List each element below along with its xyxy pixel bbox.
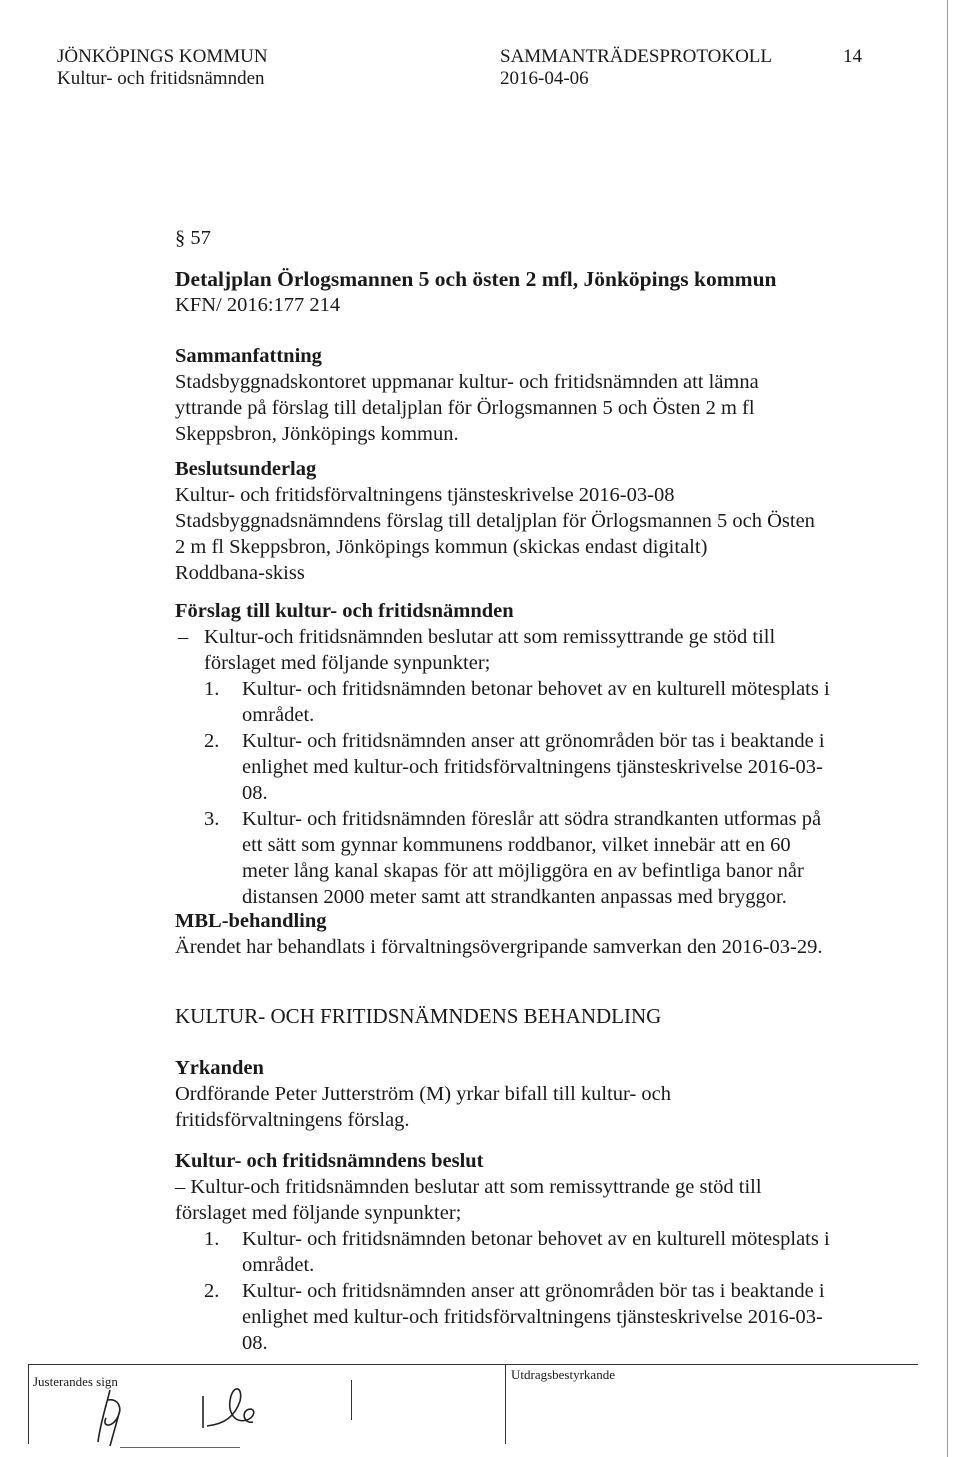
basis-heading: Beslutsunderlag — [175, 458, 317, 480]
item-line: Kultur- och fritidsnämnden betonar behovet av en kulturell mötesplats i — [242, 1228, 830, 1250]
committee-name: Kultur- och fritidsnämnden — [57, 68, 265, 89]
treatment-heading: KULTUR- OCH FRITIDSNÄMNDENS BEHANDLING — [175, 1004, 662, 1028]
item-line: Kultur- och fritidsnämnden föreslår att södra strandkanten utformas på — [242, 808, 822, 830]
justerandes-sign-label: Justerandes sign — [33, 1374, 118, 1389]
case-number: KFN/ 2016:177 214 — [175, 294, 341, 316]
claims-line: fritidsförvaltningens förslag. — [175, 1109, 410, 1131]
basis-line: 2 m fl Skeppsbron, Jönköpings kommun (skickas endast digitalt) — [175, 536, 708, 558]
item-line: området. — [242, 704, 315, 726]
item-line: 08. — [242, 1332, 268, 1354]
item-line: enlighet med kultur-och fritidsförvaltningens tjänsteskrivelse 2016-03- — [242, 1306, 823, 1328]
summary-line: Skeppsbron, Jönköpings kommun. — [175, 423, 459, 445]
basis-section — [175, 456, 815, 586]
decision-list — [204, 1226, 830, 1356]
scan-edge — [947, 0, 948, 1457]
list-item — [204, 676, 830, 728]
item-number: 1. — [204, 1228, 220, 1250]
item-number: 2. — [204, 730, 220, 752]
item-line: distansen 2000 meter samt att strandkanten anpassas med bryggor. — [242, 886, 787, 908]
proposal-intro — [204, 624, 775, 676]
paragraph-number: § 57 — [175, 227, 211, 249]
item-line: meter lång kanal skapas för att möjliggöra en av befintliga banor når — [242, 860, 804, 882]
basis-line: Roddbana-skiss — [175, 562, 305, 584]
item-number: 3. — [204, 808, 220, 830]
item-line: Kultur- och fritidsnämnden anser att grönområden bör tas i beaktande i — [242, 730, 825, 752]
mbl-text: Ärendet har behandlats i förvaltningsövergripande samverkan den 2016-03-29. — [175, 936, 823, 958]
list-item — [204, 728, 830, 806]
page-number: 14 — [843, 46, 862, 67]
proposal-intro-line: förslaget med följande synpunkter; — [204, 652, 491, 674]
dash-bullet: – — [178, 626, 189, 648]
section-title: Detaljplan Örlogsmannen 5 och östen 2 mfl, Jönköpings kommun — [175, 267, 777, 291]
claims-heading: Yrkanden — [175, 1057, 264, 1079]
list-item — [204, 806, 830, 910]
decision-intro-line: förslaget med följande synpunkter; — [175, 1202, 462, 1224]
footer-divider — [505, 1364, 506, 1444]
decision-section — [175, 1148, 762, 1226]
basis-line: Kultur- och fritidsförvaltningens tjänsteskrivelse 2016-03-08 — [175, 484, 675, 506]
claims-line: Ordförande Peter Jutterström (M) yrkar bifall till kultur- och — [175, 1083, 672, 1105]
signature-divider — [351, 1380, 352, 1420]
signature-initials-1 — [80, 1380, 150, 1450]
footer-rule — [28, 1364, 918, 1365]
item-number: 1. — [204, 678, 220, 700]
item-line: Kultur- och fritidsnämnden anser att grönområden bör tas i beaktande i — [242, 1280, 825, 1302]
item-line: ett sätt som gynnar kommunens roddbanor, vilket innebär att en 60 — [242, 834, 791, 856]
item-line: enlighet med kultur-och fritidsförvaltningens tjänsteskrivelse 2016-03- — [242, 756, 823, 778]
proposal-list — [204, 676, 830, 910]
basis-line: Stadsbyggnadsnämndens förslag till detaljplan för Örlogsmannen 5 och Östen — [175, 510, 815, 532]
item-line: Kultur- och fritidsnämnden betonar behovet av en kulturell mötesplats i — [242, 678, 830, 700]
item-line: området. — [242, 1254, 315, 1276]
item-number: 2. — [204, 1280, 220, 1302]
claims-section — [175, 1055, 671, 1133]
decision-intro-line: – Kultur-och fritidsnämnden beslutar att som remissyttrande ge stöd till — [175, 1176, 762, 1198]
item-line: 08. — [242, 782, 268, 804]
summary-heading: Sammanfattning — [175, 345, 322, 367]
mbl-section — [175, 908, 822, 960]
summary-section — [175, 343, 759, 447]
decision-heading: Kultur- och fritidsnämndens beslut — [175, 1150, 484, 1172]
list-item — [204, 1226, 830, 1278]
summary-line: Stadsbyggnadskontoret uppmanar kultur- och fritidsnämnden att lämna — [175, 371, 759, 393]
meeting-date: 2016-04-06 — [500, 68, 589, 89]
signature-initials-2 — [195, 1376, 275, 1436]
mbl-heading: MBL-behandling — [175, 910, 327, 932]
footer-left-border — [28, 1364, 29, 1444]
summary-line: yttrande på förslag till detaljplan för Örlogsmannen 5 och Östen 2 m fl — [175, 397, 755, 419]
document-type: SAMMANTRÄDESPROTOKOLL — [500, 46, 773, 67]
proposal-heading: Förslag till kultur- och fritidsnämnden — [175, 600, 514, 622]
list-item — [204, 1278, 830, 1356]
utdragsbestyrkande-label: Utdragsbestyrkande — [511, 1367, 615, 1382]
proposal-intro-line: Kultur-och fritidsnämnden beslutar att som remissyttrande ge stöd till — [204, 626, 776, 648]
org-name: JÖNKÖPINGS KOMMUN — [57, 46, 268, 67]
